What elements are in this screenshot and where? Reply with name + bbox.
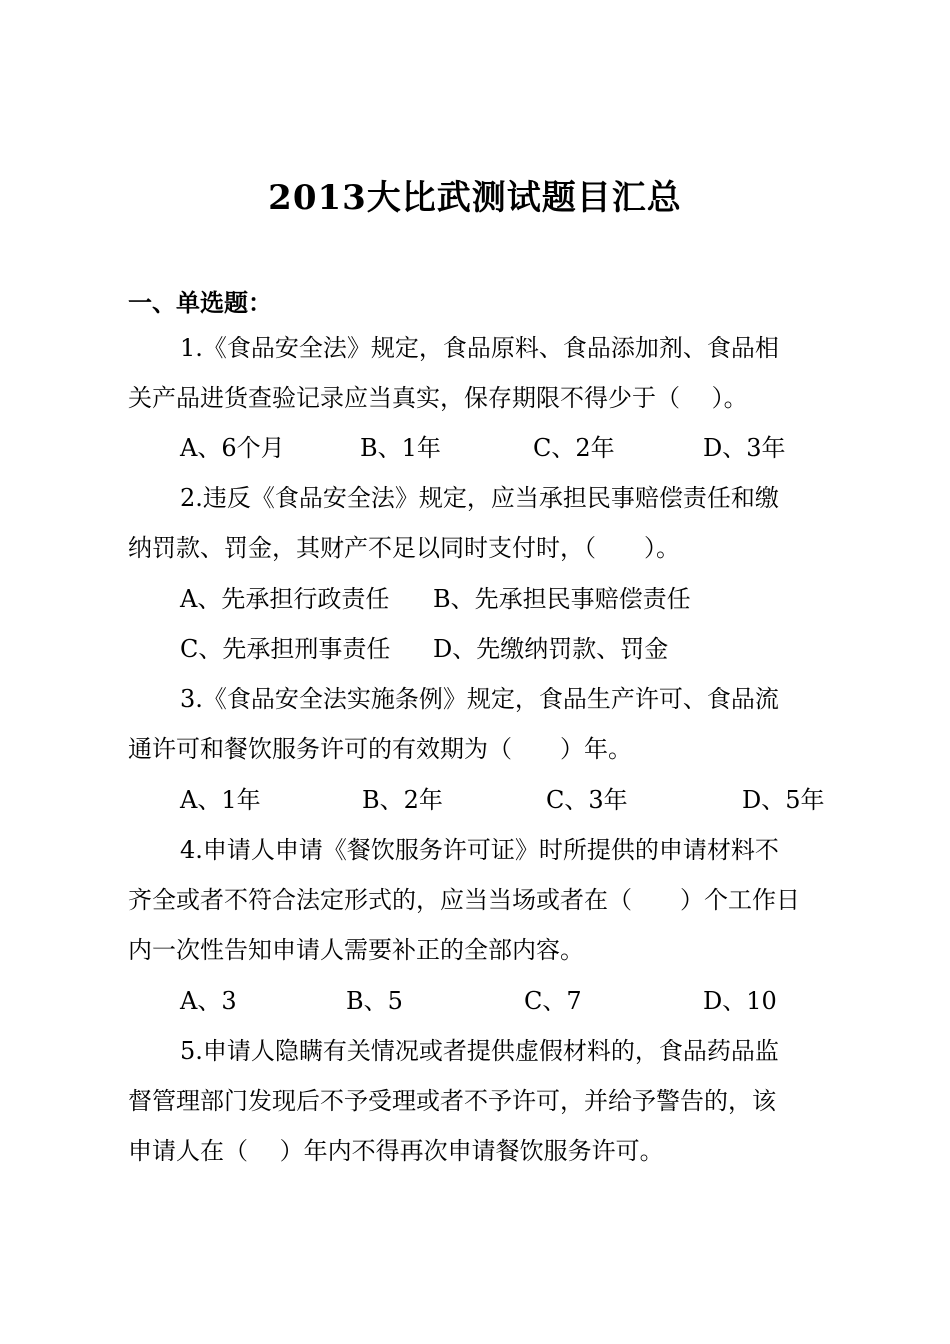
question-3-option-d: D、5年 bbox=[742, 786, 825, 814]
question-2-option-a: A、先承担行政责任 bbox=[180, 585, 390, 613]
question-2-option-b: B、先承担民事赔偿责任 bbox=[433, 585, 691, 613]
question-2-option-c: C、先承担刑事责任 bbox=[180, 635, 391, 663]
question-3-line-1: 3.《食品安全法实施条例》规定，食品生产许可、食品流 bbox=[180, 685, 779, 713]
question-3-option-b: B、2年 bbox=[362, 786, 443, 814]
question-4-option-a: A、3 bbox=[180, 987, 237, 1015]
question-5-line-1: 5.申请人隐瞒有关情况或者提供虚假材料的，食品药品监 bbox=[180, 1037, 779, 1065]
question-1-option-b: B、1年 bbox=[360, 434, 441, 462]
question-1-line-2: 关产品进货查验记录应当真实，保存期限不得少于（ ）。 bbox=[128, 384, 748, 412]
question-3-option-c: C、3年 bbox=[546, 786, 628, 814]
section-heading: 一、单选题： bbox=[128, 288, 272, 317]
question-1-option-d: D、3年 bbox=[703, 434, 786, 462]
question-2-option-d: D、先缴纳罚款、罚金 bbox=[433, 635, 669, 663]
question-4-line-1: 4.申请人申请《餐饮服务许可证》时所提供的申请材料不 bbox=[180, 836, 779, 864]
question-2-line-2: 纳罚款、罚金，其财产不足以同时支付时，（ ）。 bbox=[128, 534, 680, 562]
question-4-line-3: 内一次性告知申请人需要补正的全部内容。 bbox=[128, 936, 584, 964]
question-3-option-a: A、1年 bbox=[180, 786, 261, 814]
question-1-option-c: C、2年 bbox=[533, 434, 615, 462]
question-5-line-2: 督管理部门发现后不予受理或者不予许可，并给予警告的，该 bbox=[128, 1087, 776, 1115]
question-4-option-c: C、7 bbox=[524, 987, 582, 1015]
question-2-line-1: 2.违反《食品安全法》规定，应当承担民事赔偿责任和缴 bbox=[180, 484, 779, 512]
question-4-line-2: 齐全或者不符合法定形式的，应当当场或者在（ ）个工作日 bbox=[128, 886, 800, 914]
question-4-option-b: B、5 bbox=[346, 987, 403, 1015]
question-1-line-1: 1.《食品安全法》规定，食品原料、食品添加剂、食品相 bbox=[180, 334, 779, 362]
document-title: 2013大比武测试题目汇总 bbox=[268, 178, 682, 218]
question-3-line-2: 通许可和餐饮服务许可的有效期为（ ）年。 bbox=[128, 735, 632, 763]
question-1-option-a: A、6个月 bbox=[180, 434, 285, 462]
question-5-line-3: 申请人在（ ）年内不得再次申请餐饮服务许可。 bbox=[128, 1137, 664, 1165]
question-4-option-d: D、10 bbox=[703, 987, 777, 1015]
